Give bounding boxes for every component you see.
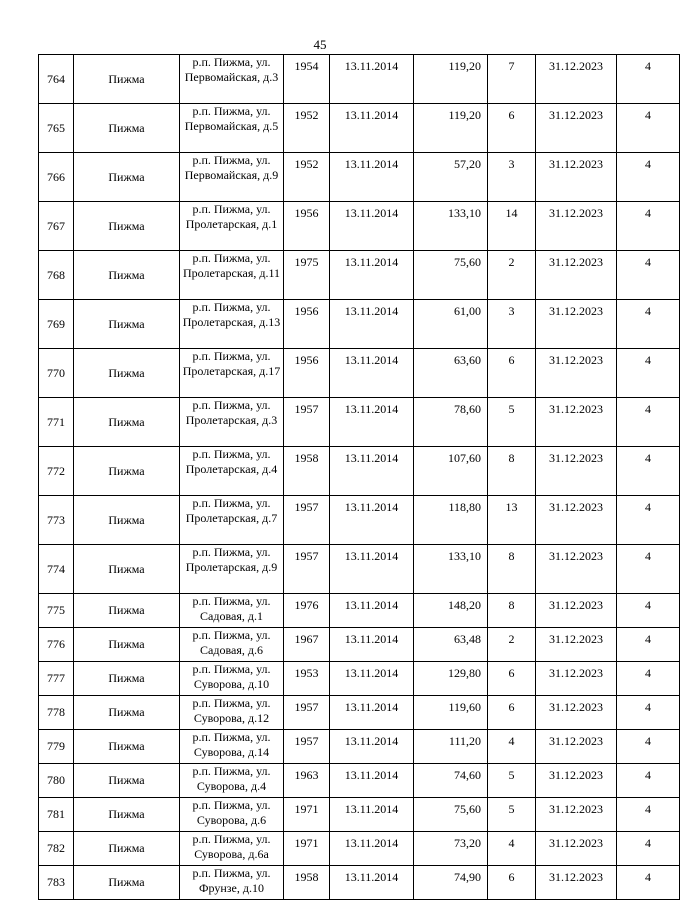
table-row [39,251,680,300]
count-cell: 8 [488,447,536,496]
count-cell: 6 [488,696,536,730]
housing-table [38,54,680,900]
locality-cell: Пижма [74,251,180,300]
code-cell: 4 [617,300,680,349]
deadline-cell: 31.12.2023 [536,798,617,832]
row-number-cell: 780 [39,764,74,798]
address-cell: р.п. Пижма, ул. Пролетарская, д.4 [180,447,284,496]
address-cell: р.п. Пижма, ул. Садовая, д.6 [180,628,284,662]
deadline-cell: 31.12.2023 [536,349,617,398]
table-row [39,496,680,545]
row-number-cell: 764 [39,55,74,104]
date-cell: 13.11.2014 [330,496,414,545]
address-cell: р.п. Пижма, ул. Первомайская, д.3 [180,55,284,104]
code-cell: 4 [617,349,680,398]
locality-cell: Пижма [74,594,180,628]
area-cell: 111,20 [414,730,488,764]
code-cell: 4 [617,764,680,798]
table-row [39,832,680,866]
area-cell: 107,60 [414,447,488,496]
year-cell: 1952 [284,104,330,153]
address-cell: р.п. Пижма, ул. Суворова, д.6 [180,798,284,832]
count-cell: 8 [488,545,536,594]
year-cell: 1976 [284,594,330,628]
row-number-cell: 775 [39,594,74,628]
date-cell: 13.11.2014 [330,866,414,900]
code-cell: 4 [617,866,680,900]
address-cell: р.п. Пижма, ул. Пролетарская, д.9 [180,545,284,594]
deadline-cell: 31.12.2023 [536,55,617,104]
address-cell: р.п. Пижма, ул. Пролетарская, д.3 [180,398,284,447]
code-cell: 4 [617,55,680,104]
area-cell: 118,80 [414,496,488,545]
locality-cell: Пижма [74,104,180,153]
date-cell: 13.11.2014 [330,662,414,696]
date-cell: 13.11.2014 [330,730,414,764]
year-cell: 1971 [284,798,330,832]
count-cell: 6 [488,104,536,153]
row-number-cell: 771 [39,398,74,447]
year-cell: 1956 [284,202,330,251]
locality-cell: Пижма [74,798,180,832]
locality-cell: Пижма [74,696,180,730]
year-cell: 1953 [284,662,330,696]
year-cell: 1971 [284,832,330,866]
area-cell: 148,20 [414,594,488,628]
locality-cell: Пижма [74,398,180,447]
area-cell: 61,00 [414,300,488,349]
area-cell: 119,60 [414,696,488,730]
code-cell: 4 [617,696,680,730]
address-cell: р.п. Пижма, ул. Суворова, д.4 [180,764,284,798]
row-number-cell: 772 [39,447,74,496]
locality-cell: Пижма [74,866,180,900]
year-cell: 1963 [284,764,330,798]
table-row [39,104,680,153]
address-cell: р.п. Пижма, ул. Садовая, д.1 [180,594,284,628]
table-row [39,798,680,832]
address-cell: р.п. Пижма, ул. Первомайская, д.5 [180,104,284,153]
area-cell: 78,60 [414,398,488,447]
table-row [39,730,680,764]
code-cell: 4 [617,251,680,300]
count-cell: 6 [488,866,536,900]
count-cell: 2 [488,251,536,300]
deadline-cell: 31.12.2023 [536,832,617,866]
date-cell: 13.11.2014 [330,349,414,398]
address-cell: р.п. Пижма, ул. Суворова, д.12 [180,696,284,730]
date-cell: 13.11.2014 [330,104,414,153]
address-cell: р.п. Пижма, ул. Суворова, д.6а [180,832,284,866]
table-row [39,398,680,447]
area-cell: 75,60 [414,798,488,832]
deadline-cell: 31.12.2023 [536,496,617,545]
area-cell: 75,60 [414,251,488,300]
count-cell: 13 [488,496,536,545]
table-row [39,55,680,104]
date-cell: 13.11.2014 [330,696,414,730]
count-cell: 4 [488,832,536,866]
table-row [39,594,680,628]
deadline-cell: 31.12.2023 [536,398,617,447]
deadline-cell: 31.12.2023 [536,764,617,798]
area-cell: 119,20 [414,104,488,153]
deadline-cell: 31.12.2023 [536,300,617,349]
row-number-cell: 778 [39,696,74,730]
count-cell: 8 [488,594,536,628]
deadline-cell: 31.12.2023 [536,251,617,300]
area-cell: 57,20 [414,153,488,202]
date-cell: 13.11.2014 [330,447,414,496]
locality-cell: Пижма [74,764,180,798]
deadline-cell: 31.12.2023 [536,730,617,764]
locality-cell: Пижма [74,730,180,764]
count-cell: 5 [488,764,536,798]
row-number-cell: 777 [39,662,74,696]
table-body [39,55,680,900]
year-cell: 1957 [284,696,330,730]
code-cell: 4 [617,594,680,628]
locality-cell: Пижма [74,349,180,398]
table-row [39,545,680,594]
year-cell: 1956 [284,300,330,349]
locality-cell: Пижма [74,496,180,545]
code-cell: 4 [617,104,680,153]
count-cell: 14 [488,202,536,251]
date-cell: 13.11.2014 [330,545,414,594]
row-number-cell: 773 [39,496,74,545]
address-cell: р.п. Пижма, ул. Пролетарская, д.13 [180,300,284,349]
locality-cell: Пижма [74,153,180,202]
locality-cell: Пижма [74,300,180,349]
row-number-cell: 774 [39,545,74,594]
table-row [39,764,680,798]
year-cell: 1967 [284,628,330,662]
date-cell: 13.11.2014 [330,764,414,798]
count-cell: 4 [488,730,536,764]
code-cell: 4 [617,496,680,545]
count-cell: 3 [488,153,536,202]
deadline-cell: 31.12.2023 [536,545,617,594]
row-number-cell: 766 [39,153,74,202]
date-cell: 13.11.2014 [330,628,414,662]
table-row [39,696,680,730]
code-cell: 4 [617,628,680,662]
area-cell: 133,10 [414,545,488,594]
area-cell: 129,80 [414,662,488,696]
area-cell: 63,60 [414,349,488,398]
code-cell: 4 [617,153,680,202]
area-cell: 119,20 [414,55,488,104]
count-cell: 5 [488,798,536,832]
code-cell: 4 [617,398,680,447]
code-cell: 4 [617,798,680,832]
year-cell: 1957 [284,496,330,545]
code-cell: 4 [617,202,680,251]
date-cell: 13.11.2014 [330,594,414,628]
year-cell: 1957 [284,545,330,594]
year-cell: 1975 [284,251,330,300]
address-cell: р.п. Пижма, ул. Пролетарская, д.1 [180,202,284,251]
code-cell: 4 [617,730,680,764]
address-cell: р.п. Пижма, ул. Суворова, д.14 [180,730,284,764]
count-cell: 3 [488,300,536,349]
locality-cell: Пижма [74,55,180,104]
deadline-cell: 31.12.2023 [536,447,617,496]
date-cell: 13.11.2014 [330,398,414,447]
row-number-cell: 768 [39,251,74,300]
year-cell: 1952 [284,153,330,202]
date-cell: 13.11.2014 [330,251,414,300]
date-cell: 13.11.2014 [330,202,414,251]
row-number-cell: 765 [39,104,74,153]
row-number-cell: 769 [39,300,74,349]
row-number-cell: 783 [39,866,74,900]
date-cell: 13.11.2014 [330,832,414,866]
locality-cell: Пижма [74,628,180,662]
date-cell: 13.11.2014 [330,798,414,832]
deadline-cell: 31.12.2023 [536,202,617,251]
address-cell: р.п. Пижма, ул. Пролетарская, д.7 [180,496,284,545]
address-cell: р.п. Пижма, ул. Суворова, д.10 [180,662,284,696]
year-cell: 1958 [284,447,330,496]
deadline-cell: 31.12.2023 [536,104,617,153]
deadline-cell: 31.12.2023 [536,696,617,730]
code-cell: 4 [617,447,680,496]
deadline-cell: 31.12.2023 [536,153,617,202]
address-cell: р.п. Пижма, ул. Первомайская, д.9 [180,153,284,202]
code-cell: 4 [617,662,680,696]
row-number-cell: 776 [39,628,74,662]
locality-cell: Пижма [74,832,180,866]
deadline-cell: 31.12.2023 [536,628,617,662]
count-cell: 7 [488,55,536,104]
date-cell: 13.11.2014 [330,300,414,349]
page-number: 45 [313,37,327,52]
table-row [39,153,680,202]
count-cell: 5 [488,398,536,447]
row-number-cell: 779 [39,730,74,764]
row-number-cell: 770 [39,349,74,398]
area-cell: 133,10 [414,202,488,251]
table-row [39,349,680,398]
area-cell: 74,60 [414,764,488,798]
deadline-cell: 31.12.2023 [536,662,617,696]
area-cell: 73,20 [414,832,488,866]
locality-cell: Пижма [74,662,180,696]
year-cell: 1957 [284,730,330,764]
table-row [39,300,680,349]
year-cell: 1958 [284,866,330,900]
deadline-cell: 31.12.2023 [536,866,617,900]
address-cell: р.п. Пижма, ул. Пролетарская, д.11 [180,251,284,300]
table-row [39,628,680,662]
address-cell: р.п. Пижма, ул. Пролетарская, д.17 [180,349,284,398]
row-number-cell: 782 [39,832,74,866]
year-cell: 1956 [284,349,330,398]
row-number-cell: 767 [39,202,74,251]
deadline-cell: 31.12.2023 [536,594,617,628]
row-number-cell: 781 [39,798,74,832]
area-cell: 74,90 [414,866,488,900]
address-cell: р.п. Пижма, ул. Фрунзе, д.10 [180,866,284,900]
table-row [39,202,680,251]
count-cell: 6 [488,662,536,696]
count-cell: 6 [488,349,536,398]
year-cell: 1957 [284,398,330,447]
table-row [39,662,680,696]
year-cell: 1954 [284,55,330,104]
locality-cell: Пижма [74,202,180,251]
locality-cell: Пижма [74,447,180,496]
date-cell: 13.11.2014 [330,55,414,104]
date-cell: 13.11.2014 [330,153,414,202]
code-cell: 4 [617,545,680,594]
table-row [39,447,680,496]
area-cell: 63,48 [414,628,488,662]
locality-cell: Пижма [74,545,180,594]
count-cell: 2 [488,628,536,662]
table-row [39,866,680,900]
code-cell: 4 [617,832,680,866]
